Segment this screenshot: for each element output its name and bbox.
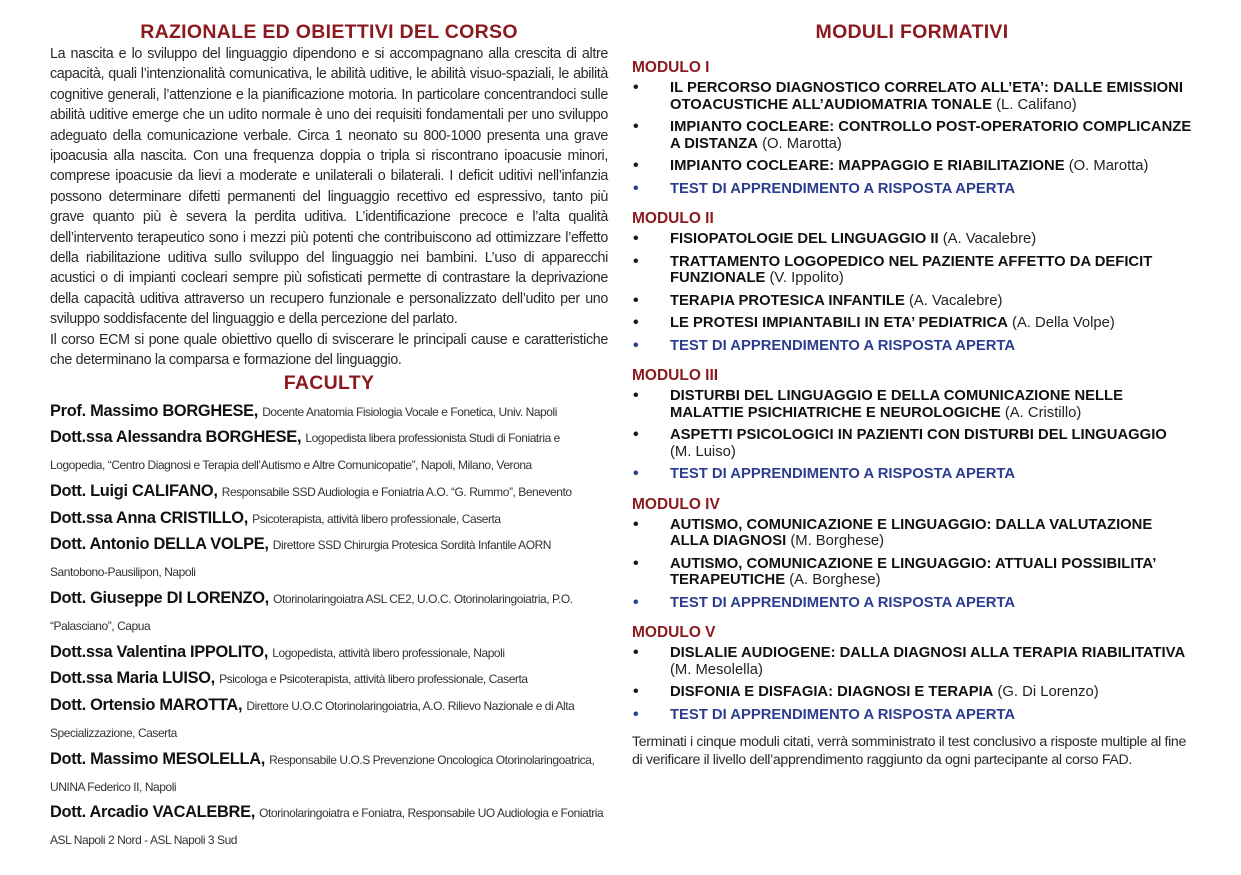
topic-author: (A. Vacalebre) (908, 292, 1003, 309)
faculty-name: Dott.ssa Anna CRISTILLO, (50, 508, 248, 527)
topic-title: AUTISMO, COMUNICAZIONE E LINGUAGGIO: ATTUALI POSSIBILITA’ TERAPEUTICHE (670, 555, 1156, 588)
left-column (50, 20, 608, 854)
topic-author: (A. Della Volpe) (1012, 315, 1115, 331)
bullet: • (633, 79, 639, 96)
module-title: MODULO V (632, 624, 716, 641)
module-topic (632, 645, 1192, 678)
module-topic (632, 158, 1192, 175)
topic-title: TERAPIA PROTESICA INFANTILE (670, 292, 905, 309)
module-topic (632, 119, 1192, 152)
faculty-name: Dott. Massimo MESOLELLA, (50, 749, 265, 768)
faculty-member (50, 640, 608, 667)
module-title: MODULO I (632, 59, 710, 76)
module-test (632, 707, 1192, 724)
topic-title: AUTISMO, COMUNICAZIONE E LINGUAGGIO: DALLA VALUTAZIONE ALLA DIAGNOSI (670, 516, 1153, 549)
topic-author: (M. Mesolella) (670, 661, 763, 678)
bullet: • (633, 705, 639, 723)
objective-paragraph: Il corso ECM si pone quale obiettivo quello di sviscerare le principali cause e caratteristiche che determinano la comparsa e formazione del linguaggio. (50, 331, 608, 369)
bullet: • (633, 314, 639, 331)
module-test (632, 181, 1192, 198)
module-topics (632, 645, 1192, 723)
module-topic (632, 231, 1192, 248)
closing-paragraph: Terminati i cinque moduli citati, verrà somministrato il test conclusivo a risposte multiple al fine di verificare il livello dell’apprendimento raggiunto da ogni partecipante al corso FAD. (632, 734, 1187, 768)
faculty-name: Dott. Giuseppe DI LORENZO, (50, 589, 269, 608)
module-topic (632, 684, 1192, 701)
module-2 (632, 209, 1192, 354)
module-topics (632, 231, 1192, 354)
module-topics (632, 517, 1192, 612)
module-test (632, 338, 1192, 355)
topic-author: (V. Ippolito) (769, 270, 844, 286)
faculty-name: Dott.ssa Alessandra BORGHESE, (50, 428, 302, 447)
topic-title: DISTURBI DEL LINGUAGGIO E DELLA COMUNICAZIONE NELLE MALATTIE PSICHIATRICHE E NEUROLOGICHE (670, 388, 1123, 421)
topic-author: (M. Luiso) (670, 443, 736, 460)
module-title: MODULO IV (632, 495, 720, 513)
faculty-role: Logopedista libera professionista Studi di Foniatria e Logopedia, “Centro Diagnosi e Terapia dell’Autismo e Altre Comunicopatie”, Napoli, Milano, Verona (50, 431, 560, 473)
faculty-name: Dott.ssa Valentina IPPOLITO, (50, 642, 269, 661)
module-topic (632, 254, 1192, 287)
bullet: • (633, 683, 639, 700)
topic-author: (O. Marotta) (1068, 158, 1149, 174)
bullet: • (633, 336, 639, 354)
topic-author: (A. Cristillo) (1004, 404, 1082, 421)
module-title: MODULO II (632, 210, 714, 227)
faculty-role: Psicoterapista, attività libero professionale, Caserta (252, 511, 501, 526)
test-label: TEST DI APPRENDIMENTO A RISPOSTA APERTA (670, 594, 1016, 611)
module-1 (632, 58, 1192, 197)
faculty-name: Dott. Ortensio MAROTTA, (50, 696, 243, 715)
test-label: TEST DI APPRENDIMENTO A RISPOSTA APERTA (670, 466, 1016, 482)
faculty-name: Dott. Arcadio VACALEBRE, (50, 803, 255, 822)
module-5 (632, 623, 1192, 723)
topic-title: FISIOPATOLOGIE DEL LINGUAGGIO II (670, 231, 939, 247)
module-topic (632, 427, 1192, 460)
topic-title: IMPIANTO COCLEARE: CONTROLLO POST-OPERATORIO COMPLICANZE A DISTANZA (670, 119, 1192, 152)
faculty-member (50, 800, 608, 854)
faculty-member (50, 747, 608, 801)
module-topic (632, 556, 1192, 589)
module-4 (632, 495, 1192, 612)
topic-title: IL PERCORSO DIAGNOSTICO CORRELATO ALL’ETA’: DALLE EMISSIONI OTOACUSTICHE ALL’AUDIOMATRIA TONALE (670, 80, 1183, 113)
topic-title: ASPETTI PSICOLOGICI IN PAZIENTI CON DISTURBI DEL LINGUAGGIO (670, 427, 1167, 443)
faculty-member (50, 425, 608, 479)
faculty-title: FACULTY (283, 371, 375, 394)
bullet: • (633, 252, 639, 270)
faculty-member (50, 506, 608, 533)
faculty-name: Dott.ssa Maria LUISO, (50, 669, 215, 688)
faculty-role: Docente Anatomia Fisiologia Vocale e Fonetica, Univ. Napoli (262, 404, 557, 419)
bullet: • (633, 593, 639, 611)
topic-title: DISFONIA E DISFAGIA: DIAGNOSI E TERAPIA (670, 684, 994, 700)
topic-author: (M. Borghese) (790, 533, 885, 549)
faculty-role: Direttore U.O.C Otorinolaringoiatria, A.O. Rilievo Nazionale e di Alta Specializzazione, Caserta (50, 699, 575, 741)
faculty-member (50, 693, 608, 747)
rationale-paragraph: La nascita e lo sviluppo del linguaggio dipendono e si accompagnano alla crescita di altre capacità, quali l’intenzionalità comunicativa, le abilità uditive, le abilità visuo-spaziali, le abilità cognitive generali, l’attenzione e la pianificazione motoria. In particolare concentrandoci sulle abilità uditive emerge che un udito normale è uno dei requisiti fondamentali per uno sviluppo adeguato della comunicazione verbale. Circa 1 neonato su 800-1000 presenta una grave ipoacusia alla nascita. Con una frequenza doppia o tripla si riscontrano ipoacusie minori, comprese ipoacusie da lievi a moderate e unilaterali o bilaterali. I deficit uditivi nell’infanzia possono determinare difetti permanenti del linguaggio recettivo ed espressivo, tanto più grave quanto più è severa la perdita uditiva. L’identificazione precoce e l’alta qualità dell’intervento terapeutico sono i mezzi più potenti che contribuiscono ad ottimizzare l’effetto della riabilitazione uditiva sullo sviluppo del linguaggio nei bambini. L’uso di apparecchi acustici o di impianti cocleari sempre più sofisticati permette di contrastare la deprivazione della capacità uditiva attraverso un recupero funzionale e personalizzato dell’udito per uno sviluppo soddisfacente del linguaggio e della percezione del parlato. (50, 46, 608, 328)
faculty-role: Otorinolaringoiatra ASL CE2, U.O.C. Otorinolaringoiatria, P.O. “Palasciano”, Capua (50, 592, 573, 633)
bullet: • (633, 230, 639, 247)
bullet: • (633, 118, 639, 135)
topic-author: (L. Califano) (996, 96, 1077, 113)
topic-author: (A. Borghese) (789, 572, 881, 588)
bullet: • (633, 179, 639, 197)
modules-title: MODULI FORMATIVI (815, 21, 1009, 43)
topic-title: DISLALIE AUDIOGENE: DALLA DIAGNOSI ALLA TERAPIA RIABILITATIVA (670, 645, 1186, 661)
module-test (632, 595, 1192, 612)
faculty-name: Dott. Luigi CALIFANO, (50, 481, 218, 500)
module-topic (632, 517, 1192, 550)
rationale-title: RAZIONALE ED OBIETTIVI DEL CORSO (140, 21, 518, 43)
module-topics (632, 80, 1192, 197)
faculty-member (50, 586, 608, 640)
module-title: MODULO III (632, 367, 719, 384)
faculty-role: Direttore SSD Chirurgia Protesica Sordità Infantile AORN Santobono-Pausilipon, Napoli (50, 538, 552, 580)
faculty-member (50, 479, 608, 506)
faculty-role: Responsabile U.O.S Prevenzione Oncologica Otorinolaringoatrica, UNINA Federico II, Napoli (50, 752, 595, 794)
faculty-role: Psicologa e Psicoterapista, attività libero professionale, Caserta (219, 672, 528, 687)
faculty-name: Prof. Massimo BORGHESE, (50, 401, 259, 420)
faculty-role: Logopedista, attività libero professionale, Napoli (272, 645, 505, 660)
module-topic (632, 293, 1192, 310)
topic-author: (A. Vacalebre) (942, 231, 1037, 247)
bullet: • (633, 554, 639, 572)
faculty-member (50, 399, 608, 426)
test-label: TEST DI APPRENDIMENTO A RISPOSTA APERTA (670, 180, 1016, 197)
topic-title: TRATTAMENTO LOGOPEDICO NEL PAZIENTE AFFETTO DA DEFICIT FUNZIONALE (670, 253, 1153, 286)
faculty-member (50, 666, 608, 693)
module-topics (632, 388, 1192, 483)
faculty-name: Dott. Antonio DELLA VOLPE, (50, 535, 269, 554)
faculty-member (50, 532, 608, 586)
right-column (632, 20, 1192, 783)
faculty-role: Responsabile SSD Audiologia e Foniatria A.O. “G. Rummo”, Benevento (221, 484, 572, 499)
topic-title: IMPIANTO COCLEARE: MAPPAGGIO E RIABILITAZIONE (670, 158, 1065, 174)
test-label: TEST DI APPRENDIMENTO A RISPOSTA APERTA (670, 337, 1016, 354)
bullet: • (633, 644, 639, 661)
topic-author: (G. Di Lorenzo) (997, 684, 1099, 700)
faculty-list (50, 399, 608, 855)
bullet: • (633, 291, 639, 309)
bullet: • (633, 426, 639, 443)
topic-title: LE PROTESI IMPIANTABILI IN ETA’ PEDIATRICA (670, 315, 1008, 331)
bullet: • (633, 465, 639, 482)
faculty-role: Otorinolaringoiatra e Foniatra, Responsabile UO Audiologia e Foniatria ASL Napoli 2 Nord - ASL Napoli 3 Sud (50, 806, 604, 848)
topic-author: (O. Marotta) (762, 135, 842, 152)
module-3 (632, 366, 1192, 483)
module-topic (632, 315, 1192, 332)
module-topic (632, 80, 1192, 113)
bullet: • (633, 387, 639, 404)
bullet: • (633, 515, 639, 533)
module-topic (632, 388, 1192, 421)
bullet: • (633, 157, 639, 174)
test-label: TEST DI APPRENDIMENTO A RISPOSTA APERTA (670, 706, 1016, 723)
module-test (632, 466, 1192, 483)
